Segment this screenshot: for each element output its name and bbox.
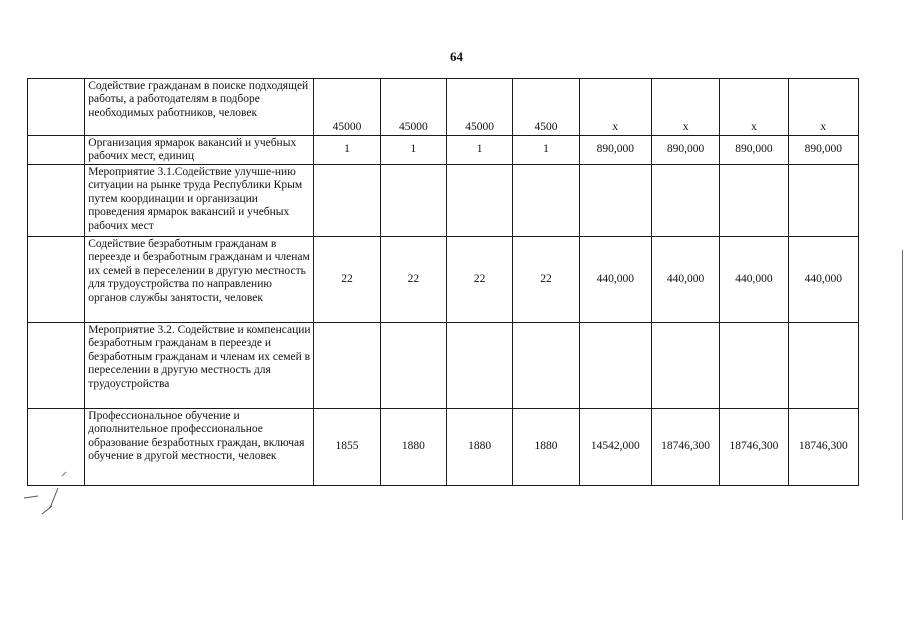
margin-cell bbox=[28, 79, 85, 136]
value-cell: 1855 bbox=[314, 409, 380, 486]
value-cell: х bbox=[720, 79, 788, 136]
table-row bbox=[28, 409, 859, 486]
value-cell: 22 bbox=[314, 237, 380, 323]
margin-cell bbox=[28, 323, 85, 409]
value-cell bbox=[513, 165, 579, 237]
margin-cell bbox=[28, 165, 85, 237]
value-cell: 890,000 bbox=[720, 136, 788, 165]
value-cell bbox=[788, 323, 858, 409]
value-cell: 1880 bbox=[380, 409, 446, 486]
page-number: 64 bbox=[450, 49, 463, 64]
data-table bbox=[27, 78, 859, 486]
value-cell bbox=[380, 165, 446, 237]
value-cell: 45000 bbox=[380, 79, 446, 136]
pen-scribble-mark bbox=[22, 470, 82, 520]
value-cell: 45000 bbox=[446, 79, 512, 136]
margin-cell bbox=[28, 136, 85, 165]
value-cell bbox=[380, 323, 446, 409]
scan-edge-line bbox=[902, 250, 903, 520]
value-cell: 1 bbox=[513, 136, 579, 165]
row-description: Мероприятие 3.1.Содействие улучше-нию ситуации на рынке труда Республики Крым путем координации и организации проведения ярмарок вакансий и учебных рабочих мест bbox=[85, 165, 314, 237]
value-cell: 45000 bbox=[314, 79, 380, 136]
table-row bbox=[28, 136, 859, 165]
table-row bbox=[28, 165, 859, 237]
value-cell: 440,000 bbox=[579, 237, 651, 323]
table-row bbox=[28, 323, 859, 409]
value-cell bbox=[720, 165, 788, 237]
row-description: Профессиональное обучение и дополнительное профессиональное образование безработных граждан, включая обучение в другой местности, человек bbox=[85, 409, 314, 486]
value-cell bbox=[446, 165, 512, 237]
value-cell bbox=[788, 165, 858, 237]
value-cell: 440,000 bbox=[651, 237, 719, 323]
value-cell: 18746,300 bbox=[720, 409, 788, 486]
value-cell: х bbox=[579, 79, 651, 136]
value-cell bbox=[651, 165, 719, 237]
row-description: Содействие безработным гражданам в переезде и безработным гражданам и членам их семей в переселении в другую местность для трудоустройства по направлению органов службы занятости, человек bbox=[85, 237, 314, 323]
value-cell: 1880 bbox=[513, 409, 579, 486]
value-cell: 1 bbox=[446, 136, 512, 165]
value-cell: х bbox=[651, 79, 719, 136]
value-cell: 440,000 bbox=[788, 237, 858, 323]
value-cell bbox=[314, 323, 380, 409]
value-cell: 440,000 bbox=[720, 237, 788, 323]
value-cell: 890,000 bbox=[651, 136, 719, 165]
value-cell: 18746,300 bbox=[651, 409, 719, 486]
value-cell: 14542,000 bbox=[579, 409, 651, 486]
table-row bbox=[28, 79, 859, 136]
value-cell bbox=[513, 323, 579, 409]
row-description: Организация ярмарок вакансий и учебных рабочих мест, единиц bbox=[85, 136, 314, 165]
value-cell: 4500 bbox=[513, 79, 579, 136]
value-cell bbox=[314, 165, 380, 237]
value-cell bbox=[579, 165, 651, 237]
value-cell: 22 bbox=[380, 237, 446, 323]
row-description: Мероприятие 3.2. Содействие и компенсации безработным гражданам в переезде и безработным гражданам и членам их семей в переселении в другую местность для трудоустройства bbox=[85, 323, 314, 409]
value-cell bbox=[579, 323, 651, 409]
table-row bbox=[28, 237, 859, 323]
value-cell: 22 bbox=[446, 237, 512, 323]
value-cell: х bbox=[788, 79, 858, 136]
value-cell: 1 bbox=[380, 136, 446, 165]
row-description: Содействие гражданам в поиске подходящей работы, а работодателям в подборе необходимых работников, человек bbox=[85, 79, 314, 136]
value-cell: 22 bbox=[513, 237, 579, 323]
value-cell bbox=[720, 323, 788, 409]
value-cell: 1 bbox=[314, 136, 380, 165]
margin-cell bbox=[28, 237, 85, 323]
value-cell: 890,000 bbox=[579, 136, 651, 165]
value-cell: 1880 bbox=[446, 409, 512, 486]
value-cell bbox=[446, 323, 512, 409]
value-cell bbox=[651, 323, 719, 409]
value-cell: 890,000 bbox=[788, 136, 858, 165]
value-cell: 18746,300 bbox=[788, 409, 858, 486]
